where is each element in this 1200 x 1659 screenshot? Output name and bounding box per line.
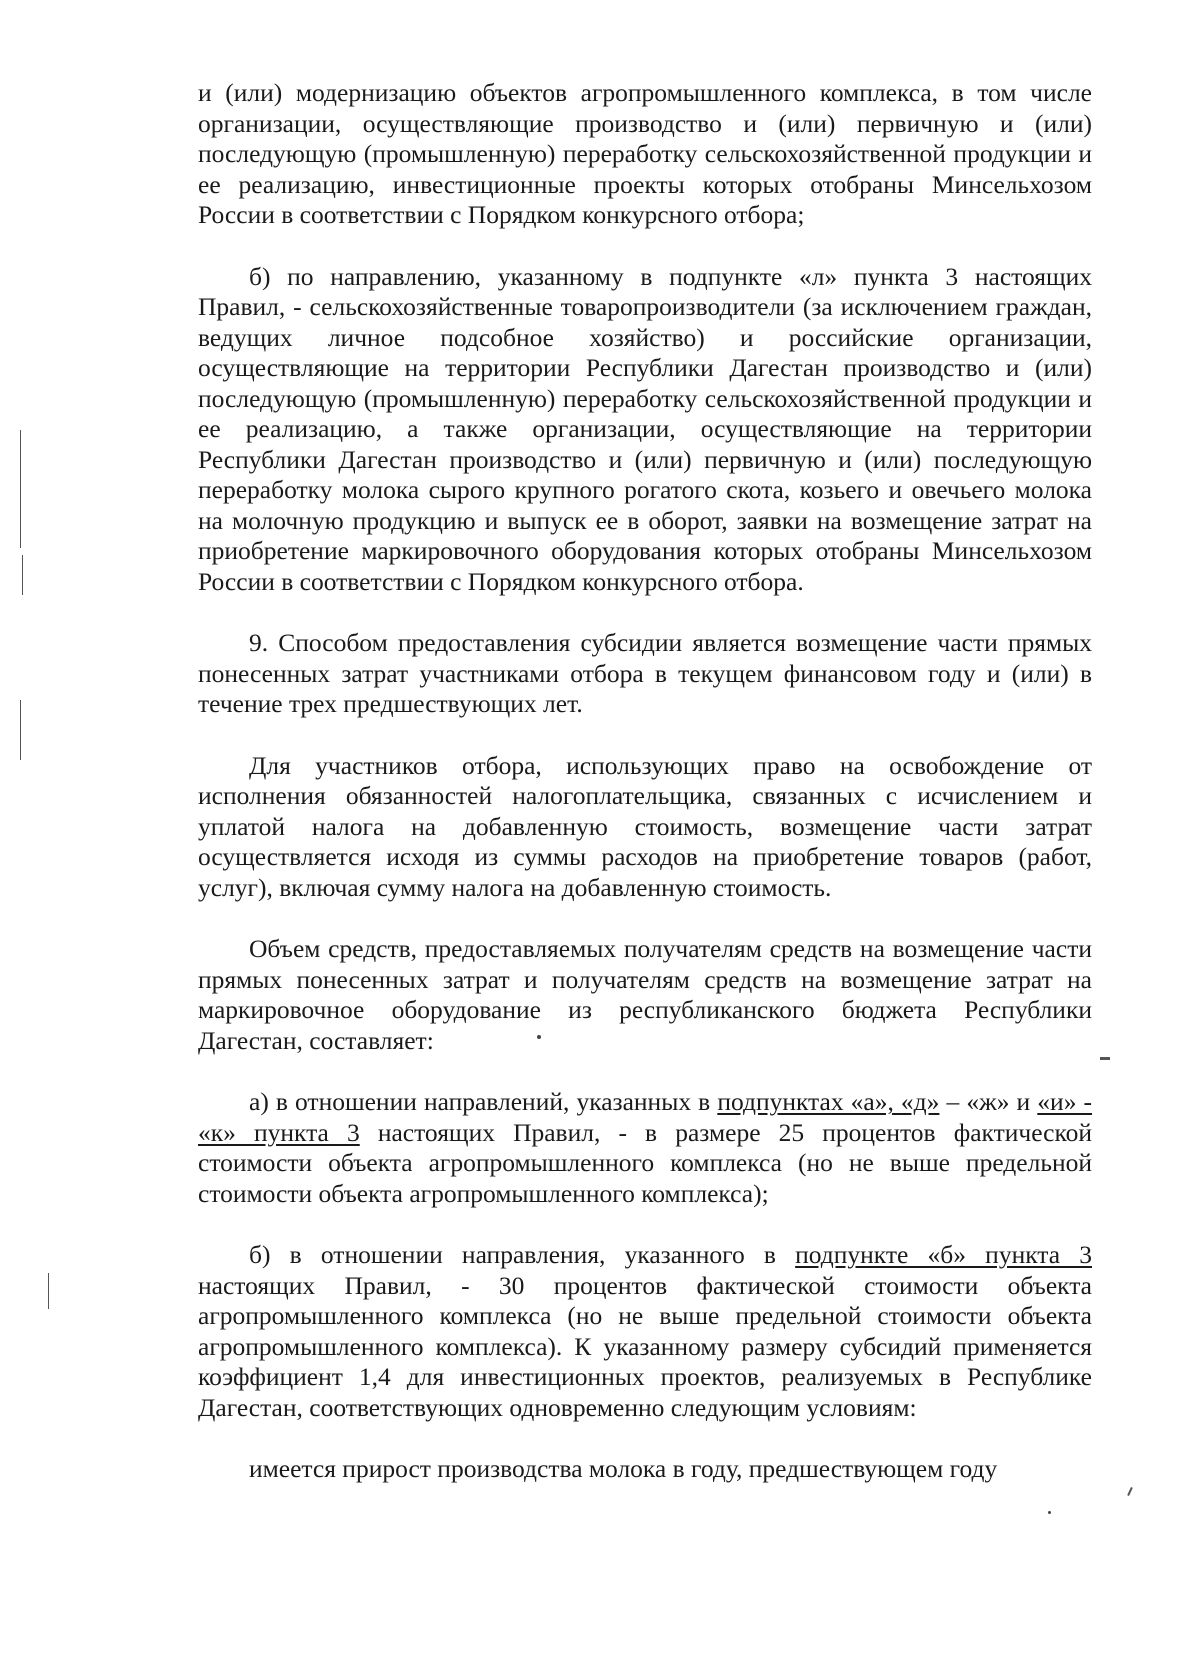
scan-margin-line (20, 700, 21, 760)
text-run: настоящих Правил, - 30 процентов фактической стоимости объекта агропромышленного комплекса (но не выше предельной стоимости объекта агропромышленного комплекса). К указанному размеру субсидий применяется коэффициент 1,4 для инвестиционных проектов, реализуемых в Республике Дагестан, соответствующих одновременно следующим условиям: (198, 1270, 1092, 1422)
underlined-reference: подпункте «б» пункта 3 (795, 1240, 1092, 1269)
scan-dash-mark (1100, 1057, 1110, 1060)
text-run: – «ж» и (939, 1087, 1038, 1116)
text-run: б) в отношении направления, указанного в (249, 1240, 796, 1269)
paragraph-vat-exemption: Для участников отбора, использующих право на освобождение от исполнения обязанностей налогоплательщика, связанных с исчислением и уплатой налога на добавленную стоимость, возмещение части затрат осуществляется исходя из суммы расходов на приобретение товаров (работ, услуг), включая сумму налога на добавленную стоимость. (198, 750, 1092, 902)
paragraph-clause-9: 9. Способом предоставления субсидии является возмещение части прямых понесенных затрат участниками отбора в текущем финансовом году и (или) в течение трех предшествующих лет. (198, 628, 1092, 718)
scan-margin-line (20, 430, 21, 548)
text-run: а) в отношении направлений, указанных в (249, 1087, 718, 1116)
paragraph-item-b-rate (198, 1240, 1092, 1423)
scan-margin-line (22, 555, 23, 595)
paragraph-continuation: и (или) модернизацию объектов агропромышленного комплекса, в том числе организации, осуществляющие производство и (или) первичную и (или) последующую (промышленную) переработку сельскохозяйственной продукции и ее реализацию, инвестиционные проекты которых отобраны Минсельхозом России в соответствии с Порядком конкурсного отбора; (198, 78, 1092, 229)
scan-margin-line (48, 1273, 49, 1309)
paragraph-item-a-rate (198, 1087, 1092, 1209)
scan-stroke-mark (1127, 1487, 1133, 1496)
paragraph-condition-milk-growth: имеется прирост производства молока в году, предшествующем году (249, 1454, 998, 1483)
scan-speck (1048, 1511, 1051, 1514)
document-body (198, 78, 1092, 1485)
underlined-reference: «и» - «к» пункта 3 (198, 1087, 1093, 1147)
underlined-reference: подпунктах «а», «д» (717, 1087, 940, 1116)
paragraph-funding-volume: Объем средств, предоставляемых получателям средств на возмещение части прямых понесенных затрат и получателям средств на возмещение затрат на маркировочное оборудование из республиканского бюджета Республики Дагестан, составляет: (198, 934, 1092, 1055)
text-run: настоящих Правил, - в размере 25 процентов фактической стоимости объекта агропромышленного комплекса (но не выше предельной стоимости объекта агропромышленного комплекса); (198, 1117, 1092, 1208)
paragraph-item-b-directions: б) по направлению, указанному в подпункте «л» пункта 3 настоящих Правил, - сельскохозяйственные товаропроизводители (за исключением граждан, ведущих личное подсобное хозяйство) и российские организации, осуществляющие на территории Республики Дагестан производство и (или) последующую (промышленную) переработку сельскохозяйственной продукции и ее реализацию, а также организации, осуществляющие на территории Республики Дагестан производство и (или) первичную и (или) последующую переработку молока сырого крупного рогатого скота, козьего и овечьего молока на молочную продукцию и выпуск ее в оборот, заявки на возмещение затрат на приобретение маркировочного оборудования которых отобраны Минсельхозом России в соответствии с Порядком конкурсного отбора. (198, 261, 1092, 596)
